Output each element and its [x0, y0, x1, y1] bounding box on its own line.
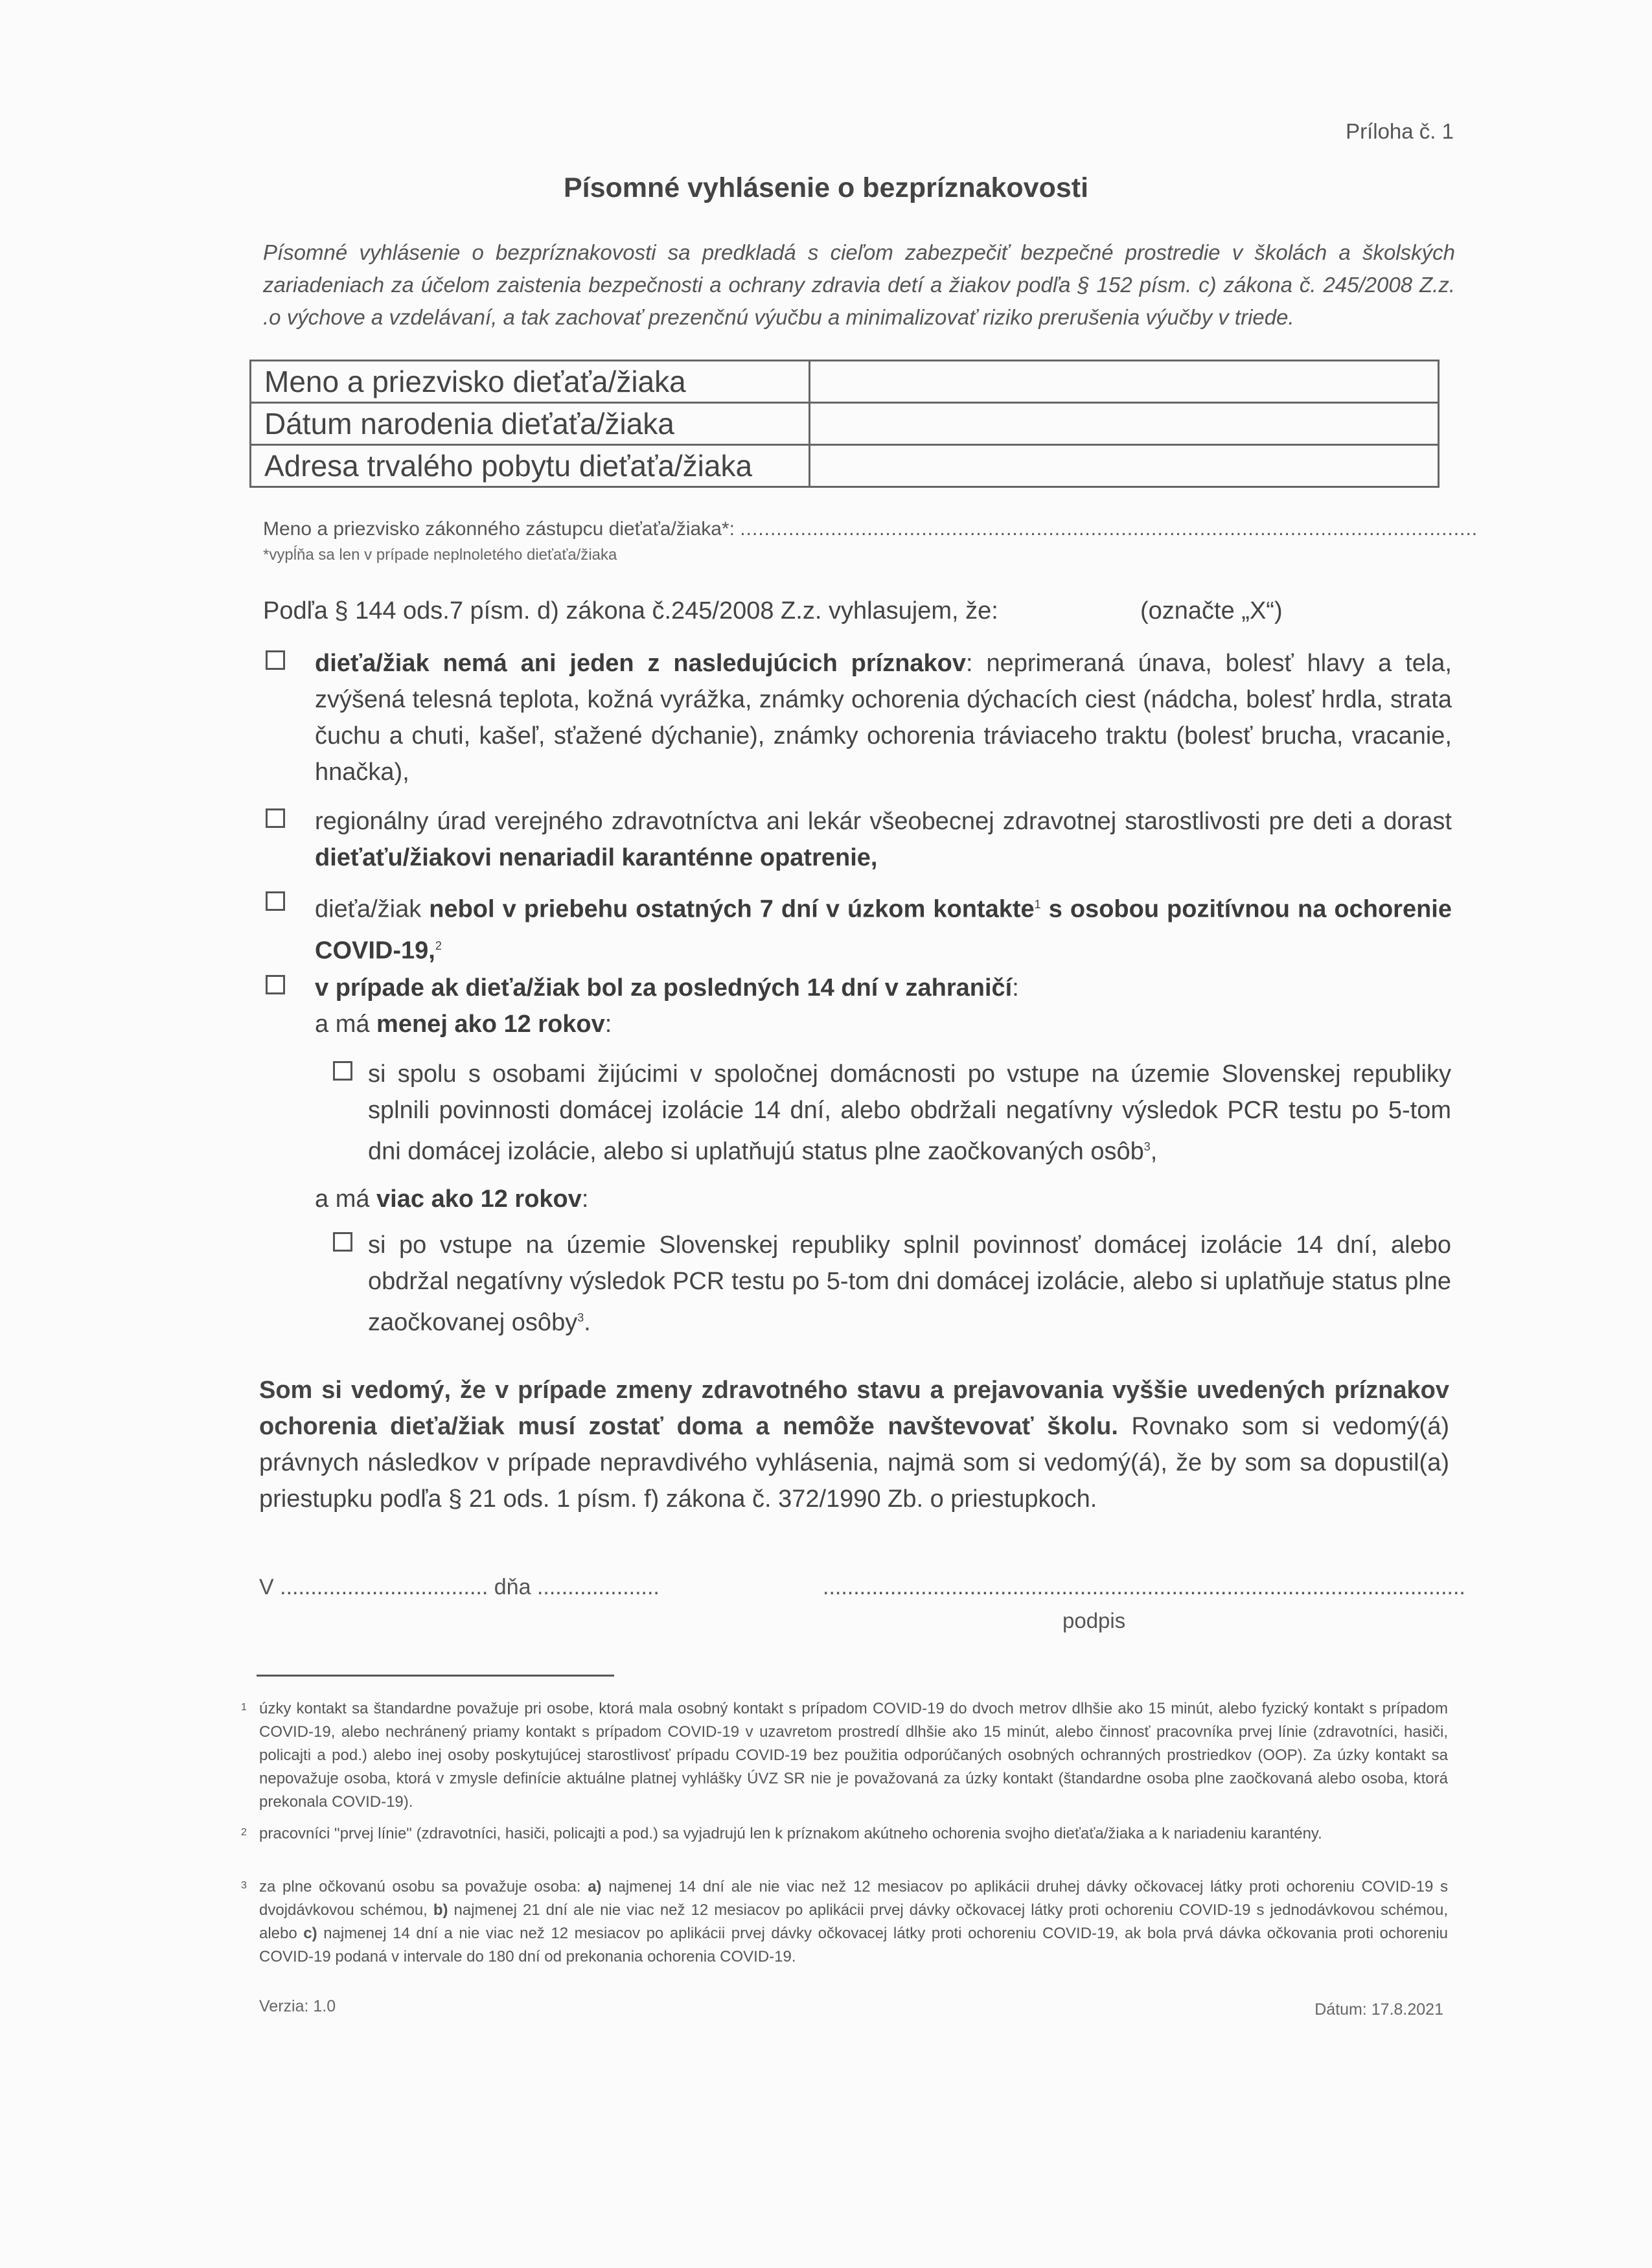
no-quarantine-checkbox[interactable]	[266, 808, 285, 828]
table-row	[251, 445, 1439, 487]
annex-label: Príloha č. 1	[1346, 119, 1454, 143]
under-12-checkbox[interactable]	[333, 1061, 352, 1081]
child-address-label: Adresa trvalého pobytu dieťaťa/žiaka	[251, 445, 810, 487]
child-birthdate-field[interactable]	[810, 403, 1439, 445]
footnote-3: 3 za plne očkovanú osobu sa považuje osoba: a) najmenej 14 dní ale nie viac než 12 mesiacov po aplikácii druhej dávky očkovacej látky proti ochoreniu COVID-19 s dvojdávkovou schémou, b) najmenej 21 dní ale nie viac než 12 mesiacov po aplikácii prvej dávky očkovacej látky proti ochoreniu COVID-19 s jednodávkovou schémou, alebo c) najmenej 14 dní a nie viac než 12 mesiacov po aplikácii prvej dávky očkovacej látky proti ochoreniu COVID-19, ak bola prvá dávka očkovania proti ochoreniu COVID-19 podaná v intervale do 180 dní od prekonania ochorenia COVID-19.	[241, 1878, 1448, 1965]
intro-paragraph: Písomné vyhlásenie o bezpríznakovosti sa predkladá s cieľom zabezpečiť bezpečné prostredie v školách a školských zariadeniach za účelom zaistenia bezpečnosti a ochrany zdravia detí a žiakov podľa § 152 písm. c) zákona č. 245/2008 Z.z. .o výchove a vzdelávaní, a tak zachovať prezenčnú výučbu a minimalizovať riziko prerušenia výučby v triede.	[263, 240, 1455, 329]
place-date-line	[259, 1575, 660, 1600]
no-symptoms-checkbox[interactable]	[266, 650, 285, 670]
child-birthdate-label: Dátum narodenia dieťaťa/žiaka	[251, 403, 810, 445]
guardian-name-line	[263, 518, 1478, 540]
child-identity-table	[249, 360, 1440, 488]
guardian-name-label: Meno a priezvisko zákonného zástupcu dieťaťa/žiaka*:	[263, 518, 735, 540]
statement-intro: Podľa § 144 ods.7 písm. d) zákona č.245/2008 Z.z. vyhlasujem, že:	[263, 597, 998, 624]
page-title: Písomné vyhlásenie o bezpríznakovosti	[563, 172, 1089, 203]
footnote-2: 2 pracovníci "prvej línie" (zdravotníci, hasiči, policajti a pod.) sa vyjadrujú len k príznakom akútneho ochorenia svojho dieťaťa/žiaka a k nariadeniu karantény.	[241, 1825, 1322, 1842]
date-field[interactable]: dňa ....................	[494, 1575, 660, 1599]
over-12-item: si po vstupe na územie Slovenskej republiky splnil povinnosť domácej izolácie 14 dní, alebo obdržal negatívny výsledok PCR testu po 5-tom dni domácej izolácie, alebo si uplatňuje status plne zaočkovanej osôby$^3$.	[368, 1231, 1451, 1336]
signature-label: podpis	[1062, 1609, 1126, 1632]
table-row	[251, 403, 1439, 445]
guardian-note: *vypĺňa sa len v prípade neplnoletého dieťaťa/žiaka	[263, 546, 617, 564]
document-date: Dátum: 17.8.2021	[1314, 2000, 1443, 2019]
under-12-heading: a má menej ako 12 rokov:	[315, 1011, 612, 1038]
place-field[interactable]: V ..................................	[259, 1575, 488, 1599]
abroad-item: v prípade ak dieťa/žiak bol za posledných 14 dní v zahraničí:	[315, 974, 1019, 1002]
child-name-label: Meno a priezvisko dieťaťa/žiaka	[251, 361, 810, 403]
under-12-item: si spolu s osobami žijúcimi v spoločnej domácnosti po vstupe na územie Slovenskej republiky splnili povinnosti domácej izolácie 14 dní, alebo obdržali negatívny výsledok PCR testu po 5-tom dni domácej izolácie, alebo si uplatňujú status plne zaočkovaných osôb$^3$,	[368, 1060, 1451, 1165]
over-12-heading: a má viac ako 12 rokov:	[315, 1186, 589, 1213]
over-12-checkbox[interactable]	[333, 1232, 352, 1252]
no-symptoms-item: dieťa/žiak nemá ani jeden z nasledujúcich príznakov: neprimeraná únava, bolesť hlavy a tela, zvýšená telesná teplota, kožná vyrážka, známky ochorenia dýchacích ciest (nádcha, bolesť hrdla, strata čuchu a chuti, kašeľ, sťažené dýchanie), známky ochorenia tráviaceho traktu (bolesť brucha, vracanie, hnačka),	[315, 650, 1452, 786]
no-contact-checkbox[interactable]	[266, 891, 285, 911]
footnote-divider	[257, 1675, 614, 1677]
footnote-1: 1 úzky kontakt sa štandardne považuje pri osobe, ktorá mala osobný kontakt s prípadom COVID-19 do dvoch metrov dlhšie ako 15 minút, alebo fyzický kontakt s prípadom COVID-19, alebo nechránený priamy kontakt s prípadom COVID-19 v uzavretom prostredí dlhšie ako 15 minút, alebo činnosť pracovníka prvej línie (zdravotníci, hasiči, policajti a pod.) alebo inej osoby poskytujúcej starostlivosť prípadu COVID-19 bez použitia odporúčaných osobných ochranných prostriedkov (OOP). Za úzky kontakt sa nepovažuje osoba, ktorá v zmysle definície aktuálne platnej vyhlášky ÚVZ SR nie je považovaná za úzky kontakt (štandardne osoba plne zaočkovaná alebo osoba, ktorá prekonala COVID-19).	[241, 1700, 1448, 1811]
child-address-field[interactable]	[810, 445, 1439, 487]
no-contact-item: dieťa/žiak nebol v priebehu ostatných 7 dní v úzkom kontakte$^1$ s osobou pozitívnou na ochorenie COVID-19,$^2$	[315, 895, 1452, 965]
version-label: Verzia: 1.0	[259, 1997, 336, 2015]
closing-paragraph: Som si vedomý, že v prípade zmeny zdravotného stavu a prejavovania vyššie uvedených príznakov ochorenia dieťa/žiak musí zostať doma a nemôže navštevovať školu. Rovnako som si vedomý(á) právnych následkov v prípade nepravdivého vyhlásenia, najmä som si vedomý(á), že by som sa dopustil(a) priestupku podľa § 21 ods. 1 písm. f) zákona č. 372/1990 Zb. o priestupkoch.	[259, 1377, 1449, 1513]
signature-field[interactable]: .........................................................................................................	[823, 1575, 1465, 1599]
guardian-name-field[interactable]: ..........................................................................................................................	[740, 518, 1478, 540]
mark-hint: (označte „X“)	[1140, 597, 1283, 624]
abroad-checkbox[interactable]	[266, 975, 285, 994]
no-quarantine-item: regionálny úrad verejného zdravotníctva ani lekár všeobecnej zdravotnej starostlivosti pre deti a dorast dieťaťu/žiakovi nenariadil karanténne opatrenie,	[315, 808, 1452, 871]
child-name-field[interactable]	[810, 361, 1439, 403]
table-row	[251, 361, 1439, 403]
